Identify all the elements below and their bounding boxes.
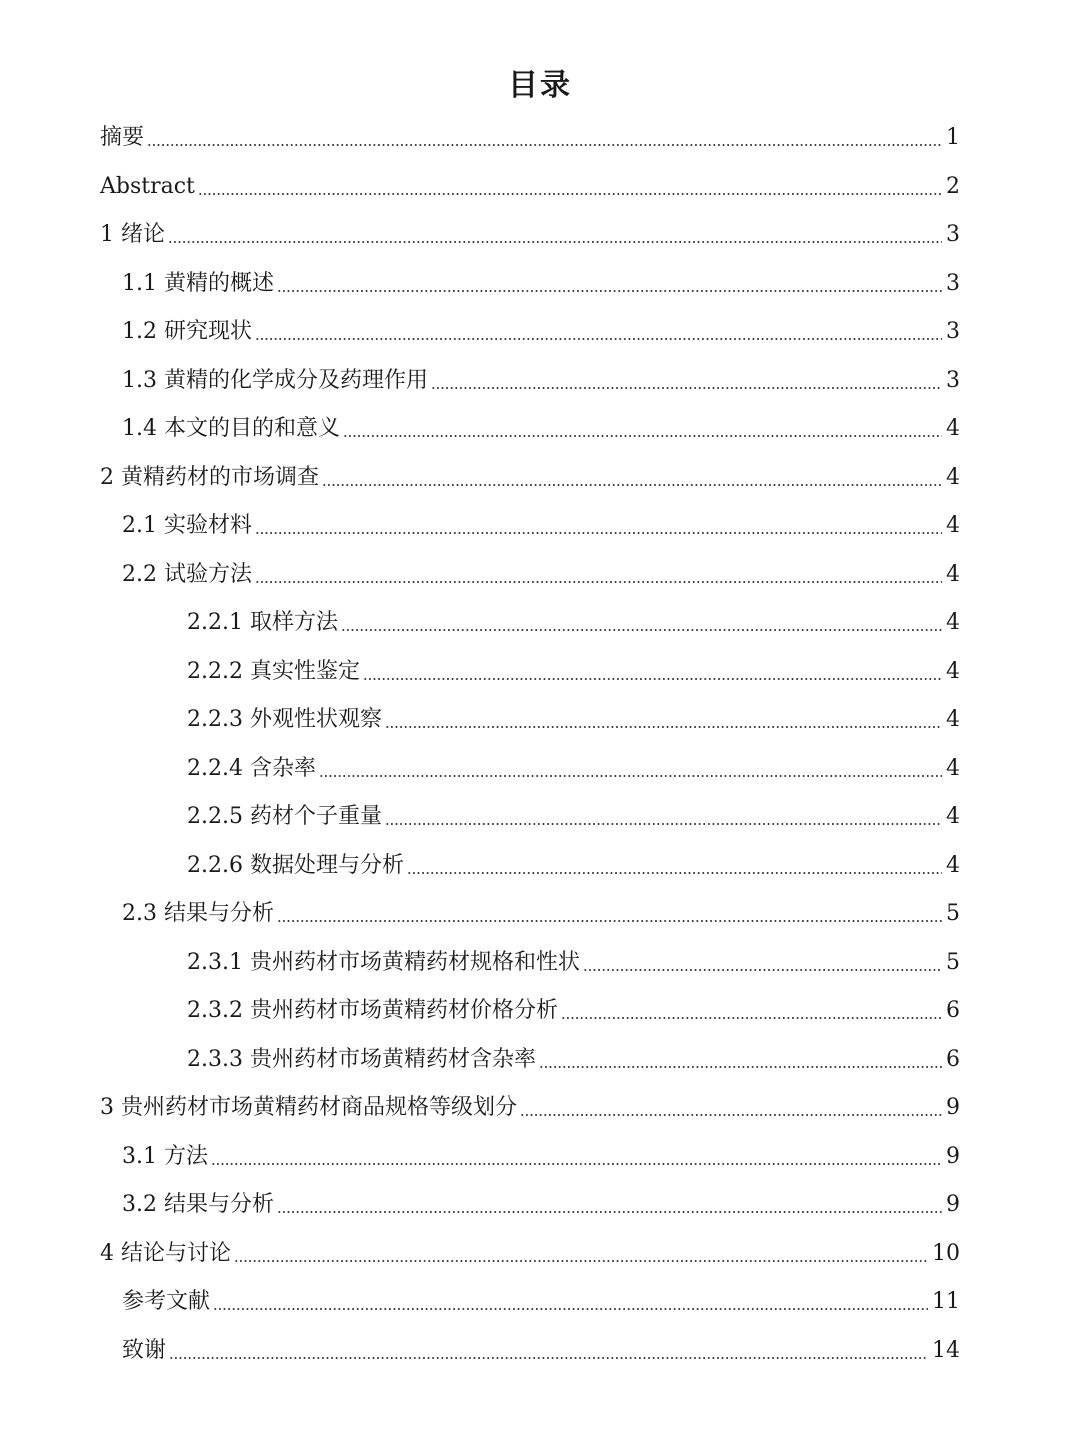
dot-leader — [319, 775, 942, 777]
dot-leader — [277, 920, 942, 922]
toc-entry-title: 摘要 — [100, 125, 145, 150]
dot-leader — [211, 1163, 942, 1165]
dot-leader — [583, 969, 942, 971]
dot-leader — [277, 1211, 942, 1213]
dot-leader — [168, 241, 942, 243]
toc-entry[interactable] — [122, 1185, 960, 1225]
toc-entry[interactable] — [100, 118, 960, 158]
toc-entry-title: 2 黄精药材的市场调查 — [100, 464, 319, 490]
toc-entry-title: 2.2.3 外观性状观察 — [187, 707, 382, 732]
toc-entry-title: 1.4 本文的目的和意义 — [122, 416, 340, 441]
toc-entry-title: 2.2.4 含杂率 — [187, 755, 316, 781]
toc-entry-title: 1 绪论 — [100, 222, 165, 247]
toc-entry-title: 1.2 研究现状 — [122, 319, 252, 344]
toc-entry[interactable] — [187, 700, 960, 740]
dot-leader — [255, 581, 942, 583]
toc-entry[interactable] — [187, 749, 960, 789]
toc-entry[interactable] — [100, 167, 960, 207]
toc-entry-page: 2 — [946, 173, 960, 199]
dot-leader — [198, 193, 942, 195]
dot-leader — [234, 1260, 928, 1262]
toc-entry-page: 4 — [946, 707, 960, 732]
toc-entry-title: 2.3.1 贵州药材市场黄精药材规格和性状 — [187, 949, 580, 975]
toc-entry-page: 4 — [946, 513, 960, 538]
toc-entry-page: 4 — [946, 658, 960, 684]
toc-entry-title: 致谢 — [122, 1337, 167, 1363]
toc-entry-title: 2.3 结果与分析 — [122, 901, 274, 926]
toc-entry[interactable] — [122, 264, 960, 304]
dot-leader — [407, 872, 942, 874]
toc-entry-page: 9 — [946, 1192, 960, 1217]
toc-entry-title: 参考文献 — [122, 1289, 211, 1314]
toc-entry[interactable] — [100, 1088, 960, 1128]
toc-entry-title: 3.2 结果与分析 — [122, 1192, 274, 1217]
toc-entry-page: 9 — [946, 1095, 960, 1120]
dot-leader — [213, 1308, 928, 1310]
toc-entry-page: 4 — [946, 804, 960, 829]
toc-entry-title: 2.2.6 数据处理与分析 — [187, 852, 404, 878]
toc-entry[interactable] — [187, 652, 960, 692]
dot-leader — [341, 629, 942, 631]
dot-leader — [539, 1066, 942, 1068]
toc-entry-page: 6 — [946, 1046, 960, 1072]
toc-entry-page: 4 — [946, 561, 960, 587]
page-title: 目录 — [508, 68, 572, 103]
toc-entry-page: 10 — [932, 1240, 960, 1266]
toc-entry-page: 3 — [946, 270, 960, 296]
toc-entry-title: 2.2.5 药材个子重量 — [187, 804, 382, 829]
toc-entry-page: 3 — [946, 222, 960, 247]
dot-leader — [363, 678, 942, 680]
toc-entry-title: 2.1 实验材料 — [122, 513, 252, 538]
toc-entry-page: 14 — [932, 1337, 960, 1363]
toc-entry-page: 4 — [946, 852, 960, 878]
dot-leader — [431, 387, 942, 389]
toc-entry-page: 1 — [946, 125, 960, 150]
toc-entry[interactable] — [187, 943, 960, 983]
toc-entry[interactable] — [100, 1234, 960, 1274]
toc-entry-title: 2.2 试验方法 — [122, 561, 252, 587]
toc-entry[interactable] — [100, 458, 960, 498]
dot-leader — [255, 338, 942, 340]
toc-entry-title: 4 结论与讨论 — [100, 1240, 231, 1266]
toc-entry-page: 6 — [946, 998, 960, 1023]
dot-leader — [385, 823, 942, 825]
toc-entry[interactable] — [187, 991, 960, 1031]
toc-entry[interactable] — [122, 409, 960, 449]
toc-entry[interactable] — [187, 797, 960, 837]
toc-entry-title: 3 贵州药材市场黄精药材商品规格等级划分 — [100, 1095, 517, 1120]
dot-leader — [169, 1357, 928, 1359]
toc-entry-page: 4 — [946, 416, 960, 441]
toc-entry[interactable] — [187, 1040, 960, 1080]
dot-leader — [520, 1114, 942, 1116]
toc-entry-page: 9 — [946, 1143, 960, 1169]
toc-entry-title: 2.3.2 贵州药材市场黄精药材价格分析 — [187, 998, 558, 1023]
toc-entry[interactable] — [122, 361, 960, 401]
toc-entry[interactable] — [122, 312, 960, 352]
dot-leader — [385, 726, 942, 728]
toc-entry-page: 11 — [932, 1289, 960, 1314]
toc-entry[interactable] — [122, 1137, 960, 1177]
toc-entry-title: 2.3.3 贵州药材市场黄精药材含杂率 — [187, 1046, 536, 1072]
toc-entry-page: 4 — [946, 610, 960, 635]
toc-entry-title: 3.1 方法 — [122, 1143, 208, 1169]
toc-entry-page: 3 — [946, 319, 960, 344]
toc-entry-title: 2.2.2 真实性鉴定 — [187, 658, 360, 684]
dot-leader — [277, 290, 942, 292]
toc-entry[interactable] — [187, 846, 960, 886]
toc-entry[interactable] — [122, 1331, 960, 1371]
toc-entry[interactable] — [122, 1282, 960, 1322]
toc-entry-title: 1.3 黄精的化学成分及药理作用 — [122, 367, 428, 393]
toc-entry-page: 3 — [946, 367, 960, 393]
toc-entry[interactable] — [122, 894, 960, 934]
toc-entry[interactable] — [122, 555, 960, 595]
toc-entry[interactable] — [122, 506, 960, 546]
toc-entry[interactable] — [187, 603, 960, 643]
toc-entry-title: 2.2.1 取样方法 — [187, 610, 338, 635]
dot-leader — [255, 532, 942, 534]
toc-entry-page: 5 — [946, 949, 960, 975]
toc-entry-title: 1.1 黄精的概述 — [122, 270, 274, 296]
toc-entry-page: 4 — [946, 464, 960, 490]
toc-entry-page: 4 — [946, 755, 960, 781]
dot-leader — [147, 144, 942, 146]
dot-leader — [343, 435, 942, 437]
toc-entry-page: 5 — [946, 901, 960, 926]
dot-leader — [561, 1017, 942, 1019]
toc-entry-title: Abstract — [100, 173, 195, 199]
toc-entry[interactable] — [100, 215, 960, 255]
dot-leader — [322, 484, 942, 486]
